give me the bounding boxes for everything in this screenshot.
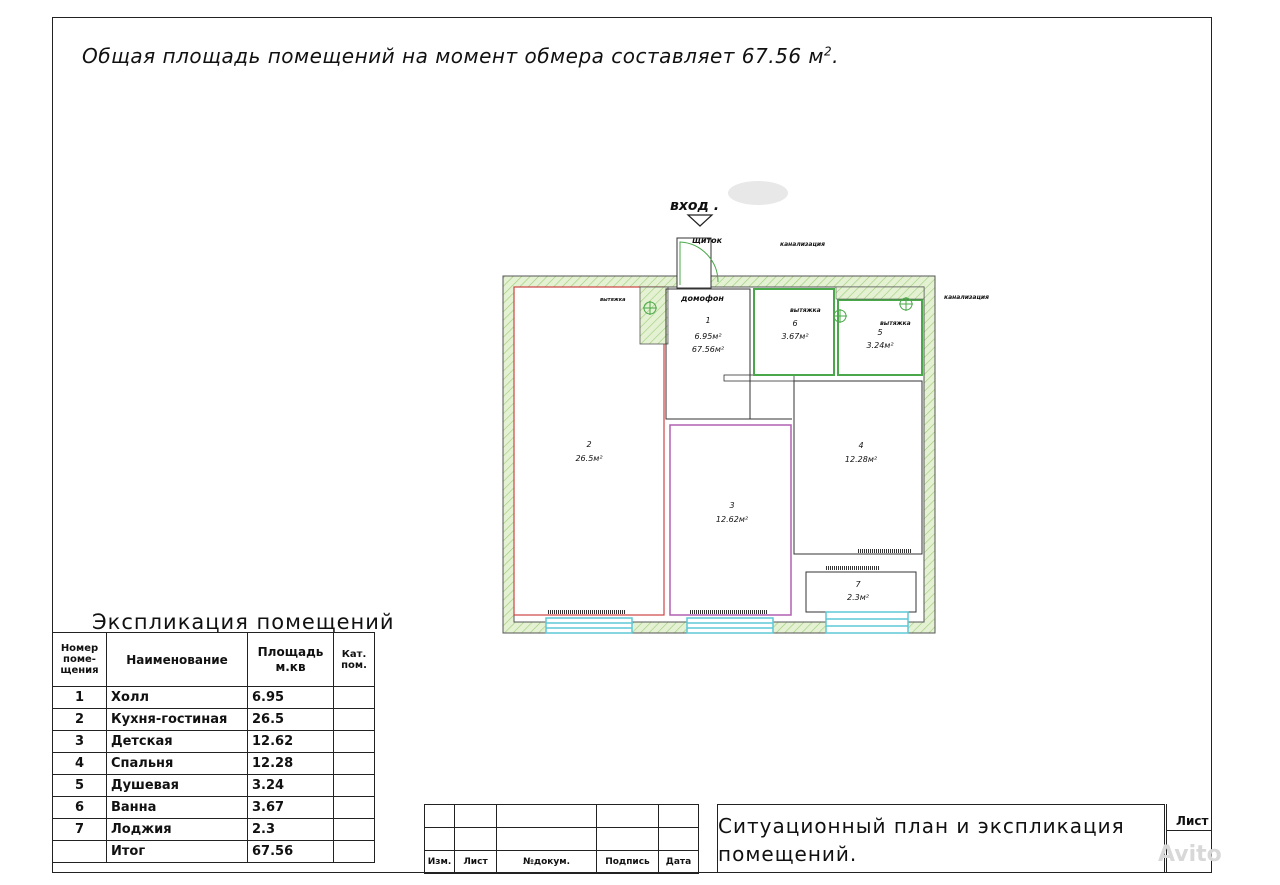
table-row bbox=[53, 819, 375, 841]
title-block-grid bbox=[424, 804, 699, 874]
table-row bbox=[53, 709, 375, 731]
total-cat bbox=[334, 841, 375, 863]
row-area: 3.67 bbox=[248, 797, 334, 819]
table-row-total bbox=[53, 841, 375, 863]
tb-col-signature: Подпись bbox=[597, 851, 659, 874]
row-num: 7 bbox=[53, 819, 107, 841]
room-4-area: 12.28м² bbox=[844, 455, 878, 464]
row-name: Кухня-гостиная bbox=[107, 709, 248, 731]
room-5-num: 5 bbox=[877, 328, 883, 337]
header-name: Наименование bbox=[107, 633, 248, 687]
tb-col-docnum: №докум. bbox=[497, 851, 597, 874]
header-num: Номер поме- щения bbox=[53, 633, 107, 687]
room-7-outline bbox=[806, 572, 916, 612]
row-name: Душевая bbox=[107, 775, 248, 797]
room-5-outline bbox=[838, 300, 922, 375]
total-name: Итог bbox=[107, 841, 248, 863]
row-num: 4 bbox=[53, 753, 107, 775]
row-cat bbox=[334, 687, 375, 709]
room-7-area: 2.3м² bbox=[847, 593, 869, 602]
room-1-extra: 67.56м² bbox=[691, 345, 725, 354]
tb-col-change: Изм. bbox=[425, 851, 455, 874]
row-area: 26.5 bbox=[248, 709, 334, 731]
watermark-logo: Avito bbox=[1158, 842, 1222, 867]
label-exhaust-bath: вытяжка bbox=[790, 307, 821, 314]
table-row bbox=[53, 731, 375, 753]
row-area: 12.62 bbox=[248, 731, 334, 753]
explication-title: Экспликация помещений bbox=[92, 610, 395, 634]
row-cat bbox=[334, 709, 375, 731]
room-5-area: 3.24м² bbox=[866, 341, 894, 350]
tb-col-date: Дата bbox=[659, 851, 699, 874]
room-2-num: 2 bbox=[586, 440, 592, 449]
table-row bbox=[53, 687, 375, 709]
label-exhaust-kitchen: вытяжка bbox=[600, 297, 626, 303]
room-1-outline bbox=[666, 289, 750, 419]
row-name: Спальня bbox=[107, 753, 248, 775]
label-panel: щиток bbox=[692, 236, 723, 245]
row-name: Лоджия bbox=[107, 819, 248, 841]
label-sewer-top: канализация bbox=[780, 241, 825, 248]
header-cat: Кат. пом. bbox=[334, 633, 375, 687]
entrance-label: вход . bbox=[670, 198, 720, 214]
room-7-num: 7 bbox=[855, 580, 861, 589]
row-area: 2.3 bbox=[248, 819, 334, 841]
row-cat bbox=[334, 819, 375, 841]
room-1-area: 6.95м² bbox=[694, 332, 722, 341]
total-area-note-sup: 2 bbox=[824, 44, 833, 59]
room-3-num: 3 bbox=[729, 501, 735, 510]
row-cat bbox=[334, 775, 375, 797]
table-row bbox=[53, 775, 375, 797]
row-name: Холл bbox=[107, 687, 248, 709]
explication-table bbox=[52, 632, 375, 863]
room-2-area: 26.5м² bbox=[575, 454, 603, 463]
total-area-note-end: . bbox=[832, 44, 840, 68]
entrance-arrow bbox=[688, 215, 712, 226]
row-num: 3 bbox=[53, 731, 107, 753]
label-exhaust-shower: вытяжка bbox=[880, 320, 911, 327]
label-intercom: домофон bbox=[681, 294, 724, 303]
row-name: Детская bbox=[107, 731, 248, 753]
row-area: 3.24 bbox=[248, 775, 334, 797]
sheet-label: Лист bbox=[1176, 814, 1209, 828]
total-area: 67.56 bbox=[248, 841, 334, 863]
tb-col-sheet: Лист bbox=[455, 851, 497, 874]
total-area-note-text: Общая площадь помещений на момент обмера составляет 67.56 м bbox=[82, 44, 825, 68]
table-row bbox=[53, 797, 375, 819]
table-row bbox=[53, 753, 375, 775]
drawing-title-line1: Ситуационный план и экспликация bbox=[718, 814, 1125, 838]
room-6-area: 3.67м² bbox=[781, 332, 809, 341]
room-2-shaft bbox=[640, 287, 668, 344]
row-num: 5 bbox=[53, 775, 107, 797]
room-1-num: 1 bbox=[705, 316, 711, 325]
total-num bbox=[53, 841, 107, 863]
room-6-num: 6 bbox=[792, 319, 798, 328]
row-area: 12.28 bbox=[248, 753, 334, 775]
row-num: 1 bbox=[53, 687, 107, 709]
blur-patch bbox=[728, 181, 788, 205]
drawing-title-line2: помещений. bbox=[718, 842, 858, 866]
label-sewer-right: канализация bbox=[944, 294, 989, 301]
room-4-num: 4 bbox=[858, 441, 864, 450]
row-cat bbox=[334, 731, 375, 753]
row-cat bbox=[334, 797, 375, 819]
sheet-cell-divider bbox=[1166, 830, 1212, 831]
room-4-outline bbox=[794, 381, 922, 554]
row-cat bbox=[334, 753, 375, 775]
row-num: 2 bbox=[53, 709, 107, 731]
row-name: Ванна bbox=[107, 797, 248, 819]
row-num: 6 bbox=[53, 797, 107, 819]
room-3-area: 12.62м² bbox=[715, 515, 749, 524]
header-area: Площадь м.кв bbox=[248, 633, 334, 687]
row-area: 6.95 bbox=[248, 687, 334, 709]
